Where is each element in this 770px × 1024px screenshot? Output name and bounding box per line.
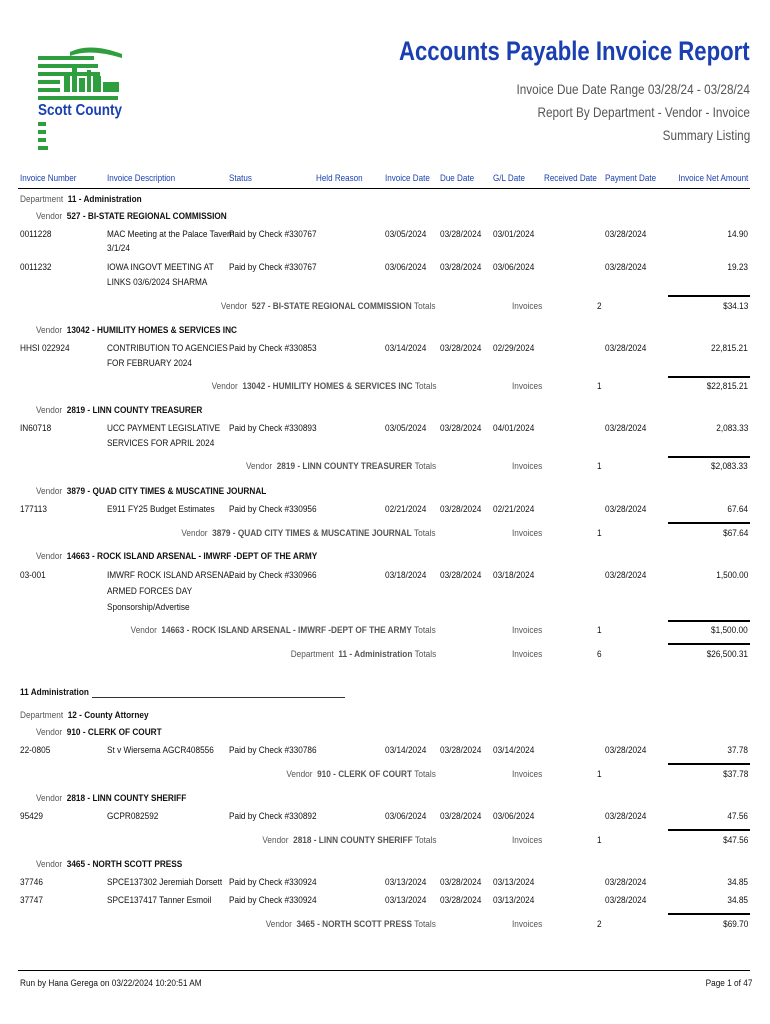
invoice-number: 22-0805: [20, 745, 51, 756]
invoice-date: 03/06/2024: [385, 262, 427, 273]
vendor-heading: Vendor 910 - CLERK OF COURT: [36, 727, 162, 738]
invoice-amount: 2,083.33: [715, 423, 748, 434]
invoice-description: CONTRIBUTION TO AGENCIES: [107, 343, 228, 354]
vendor-total-label: Vendor 13042 - HUMILITY HOMES & SERVICES INC Totals: [211, 381, 436, 392]
gl-date: 02/29/2024: [493, 343, 535, 354]
gl-date: 04/01/2024: [493, 423, 535, 434]
due-date: 03/28/2024: [440, 811, 482, 822]
invoice-date: 02/21/2024: [385, 504, 427, 515]
col-status: Status: [229, 172, 252, 183]
invoice-status: Paid by Check #330924: [229, 895, 317, 906]
col-due-date: Due Date: [440, 172, 475, 183]
vendor-total-amount: $34.13: [722, 301, 748, 312]
col-invoice-date: Invoice Date: [385, 172, 430, 183]
invoice-description-line2: ARMED FORCES DAY: [107, 586, 193, 597]
gl-date: 03/14/2024: [493, 745, 535, 756]
invoice-amount: 47.56: [727, 811, 748, 822]
payment-date: 03/28/2024: [605, 343, 647, 354]
invoice-status: Paid by Check #330893: [229, 423, 317, 434]
department-heading: Department 12 - County Attorney: [20, 710, 149, 721]
report-subtitle-grouping: Report By Department - Vendor - Invoice: [537, 104, 750, 120]
invoice-status: Paid by Check #330924: [229, 877, 317, 888]
invoice-amount: 22,815.21: [711, 343, 748, 354]
due-date: 03/28/2024: [440, 570, 482, 581]
invoice-number: 37746: [20, 877, 43, 888]
gl-date: 03/18/2024: [493, 570, 535, 581]
invoice-description: IOWA INGOVT MEETING AT: [107, 262, 214, 273]
invoice-date: 03/14/2024: [385, 343, 427, 354]
invoices-label: Invoices: [512, 625, 543, 636]
invoice-count: 1: [597, 528, 602, 539]
vendor-heading: Vendor 2818 - LINN COUNTY SHERIFF: [36, 793, 187, 804]
invoice-count: 1: [597, 769, 602, 780]
logo-text: Scott County: [38, 102, 123, 119]
invoice-date: 03/05/2024: [385, 229, 427, 240]
invoices-label: Invoices: [512, 381, 543, 392]
vendor-total-amount: $67.64: [722, 528, 748, 539]
invoice-amount: 67.64: [727, 504, 748, 515]
total-rule: [668, 522, 750, 524]
invoice-date: 03/05/2024: [385, 423, 427, 434]
invoice-date: 03/18/2024: [385, 570, 427, 581]
invoices-label: Invoices: [512, 528, 543, 539]
gl-date: 03/01/2024: [493, 229, 535, 240]
invoice-status: Paid by Check #330956: [229, 504, 317, 515]
invoice-description: GCPR082592: [107, 811, 159, 822]
invoice-description-line3: Sponsorship/Advertise: [107, 602, 190, 613]
invoices-label: Invoices: [512, 769, 543, 780]
vendor-total-label: Vendor 527 - BI-STATE REGIONAL COMMISSION Totals: [221, 301, 436, 312]
vendor-heading: Vendor 3465 - NORTH SCOTT PRESS: [36, 859, 183, 870]
vendor-total-label: Vendor 910 - CLERK OF COURT Totals: [286, 769, 436, 780]
invoice-amount: 19.23: [727, 262, 748, 273]
total-rule: [668, 456, 750, 458]
invoice-status: Paid by Check #330786: [229, 745, 317, 756]
payment-date: 03/28/2024: [605, 745, 647, 756]
invoice-date: 03/14/2024: [385, 745, 427, 756]
section-underline: [92, 697, 345, 698]
gl-date: 02/21/2024: [493, 504, 535, 515]
invoice-amount: 37.78: [727, 745, 748, 756]
invoice-description-line2: SERVICES FOR APRIL 2024: [107, 438, 215, 449]
invoices-label: Invoices: [512, 649, 543, 660]
report-title: Accounts Payable Invoice Report: [399, 36, 750, 66]
invoice-number: 0011228: [20, 229, 52, 240]
invoice-description-line2: FOR FEBRUARY 2024: [107, 358, 192, 369]
payment-date: 03/28/2024: [605, 423, 647, 434]
invoices-label: Invoices: [512, 301, 543, 312]
invoice-count: 2: [597, 919, 602, 930]
payment-date: 03/28/2024: [605, 262, 647, 273]
due-date: 03/28/2024: [440, 504, 482, 515]
section-heading: 11 Administration: [20, 687, 89, 698]
due-date: 03/28/2024: [440, 262, 482, 273]
header-rule: [18, 188, 750, 189]
payment-date: 03/28/2024: [605, 811, 647, 822]
invoice-number: IN60718: [20, 423, 52, 434]
invoice-amount: 1,500.00: [715, 570, 748, 581]
invoice-amount: 34.85: [727, 877, 748, 888]
vendor-total-amount: $1,500.00: [711, 625, 748, 636]
invoice-description: St v Wiersema AGCR408556: [107, 745, 214, 756]
department-total-label: Department 11 - Administration Totals: [290, 649, 436, 660]
invoice-description-line2: 3/1/24: [107, 243, 130, 254]
col-payment-date: Payment Date: [605, 172, 657, 183]
vendor-total-label: Vendor 14663 - ROCK ISLAND ARSENAL - IMWRF -DEPT OF THE ARMY Totals: [130, 625, 436, 636]
due-date: 03/28/2024: [440, 745, 482, 756]
department-heading: Department 11 - Administration: [20, 194, 142, 205]
col-held-reason: Held Reason: [316, 172, 363, 183]
vendor-heading: Vendor 527 - BI-STATE REGIONAL COMMISSION: [36, 211, 227, 222]
due-date: 03/28/2024: [440, 229, 482, 240]
gl-date: 03/13/2024: [493, 877, 535, 888]
col-invoice-description: Invoice Description: [107, 172, 176, 183]
total-rule: [668, 913, 750, 915]
invoice-number: 0011232: [20, 262, 52, 273]
invoice-count: 1: [597, 625, 602, 636]
vendor-total-amount: $47.56: [722, 835, 748, 846]
vendor-total-label: Vendor 2818 - LINN COUNTY SHERIFF Totals: [261, 835, 436, 846]
invoice-count: 1: [597, 461, 602, 472]
vendor-total-amount: $69.70: [722, 919, 748, 930]
due-date: 03/28/2024: [440, 877, 482, 888]
total-rule: [668, 295, 750, 297]
invoice-number: 03-001: [20, 570, 46, 581]
invoice-status: Paid by Check #330892: [229, 811, 317, 822]
invoice-count: 2: [597, 301, 602, 312]
payment-date: 03/28/2024: [605, 570, 647, 581]
footer-rule: [18, 970, 750, 971]
invoice-description: UCC PAYMENT LEGISLATIVE: [107, 423, 221, 434]
invoice-description: SPCE137417 Tanner Esmoil: [107, 895, 212, 906]
invoice-count: 1: [597, 835, 602, 846]
invoice-status: Paid by Check #330853: [229, 343, 317, 354]
total-rule: [668, 376, 750, 378]
invoice-date: 03/06/2024: [385, 811, 427, 822]
col-gl-date: G/L Date: [493, 172, 525, 183]
invoice-status: Paid by Check #330966: [229, 570, 317, 581]
invoice-number: 177113: [20, 504, 47, 515]
invoice-date: 03/13/2024: [385, 877, 427, 888]
due-date: 03/28/2024: [440, 343, 482, 354]
run-by-text: Run by Hana Gerega on 03/22/2024 10:20:51 AM: [20, 978, 202, 989]
invoice-number: 95429: [20, 811, 43, 822]
report-subtitle-date-range: Invoice Due Date Range 03/28/24 - 03/28/24: [516, 81, 750, 97]
vendor-heading: Vendor 2819 - LINN COUNTY TREASURER: [36, 405, 203, 416]
gl-date: 03/06/2024: [493, 811, 535, 822]
col-invoice-number: Invoice Number: [20, 172, 77, 183]
invoice-status: Paid by Check #330767: [229, 262, 317, 273]
vendor-heading: Vendor 13042 - HUMILITY HOMES & SERVICES INC: [36, 325, 238, 336]
report-subtitle-listing: Summary Listing: [662, 127, 750, 143]
gl-date: 03/06/2024: [493, 262, 535, 273]
vendor-heading: Vendor 3879 - QUAD CITY TIMES & MUSCATINE JOURNAL: [36, 486, 267, 497]
invoice-date: 03/13/2024: [385, 895, 427, 906]
department-invoice-count: 6: [597, 649, 602, 660]
total-rule: [668, 829, 750, 831]
vendor-total-amount: $22,815.21: [706, 381, 748, 392]
invoices-label: Invoices: [512, 919, 543, 930]
payment-date: 03/28/2024: [605, 895, 647, 906]
due-date: 03/28/2024: [440, 895, 482, 906]
invoice-number: HHSI 022924: [20, 343, 70, 354]
total-rule: [668, 620, 750, 622]
col-invoice-net-amount: Invoice Net Amount: [678, 172, 748, 183]
invoice-description: SPCE137302 Jeremiah Dorsett: [107, 877, 223, 888]
invoice-amount: 34.85: [727, 895, 748, 906]
invoice-description: E911 FY25 Budget Estimates: [107, 504, 215, 515]
invoice-count: 1: [597, 381, 602, 392]
gl-date: 03/13/2024: [493, 895, 535, 906]
vendor-total-label: Vendor 2819 - LINN COUNTY TREASURER Totals: [245, 461, 436, 472]
invoice-amount: 14.90: [727, 229, 748, 240]
invoice-status: Paid by Check #330767: [229, 229, 317, 240]
department-total-amount: $26,500.31: [706, 649, 748, 660]
col-received-date: Received Date: [544, 172, 597, 183]
payment-date: 03/28/2024: [605, 877, 647, 888]
vendor-total-amount: $2,083.33: [711, 461, 748, 472]
department-total-rule: [668, 643, 750, 645]
vendor-total-label: Vendor 3465 - NORTH SCOTT PRESS Totals: [265, 919, 436, 930]
payment-date: 03/28/2024: [605, 229, 647, 240]
due-date: 03/28/2024: [440, 423, 482, 434]
invoices-label: Invoices: [512, 835, 543, 846]
invoice-description: IMWRF ROCK ISLAND ARSENAL: [107, 570, 234, 581]
invoices-label: Invoices: [512, 461, 543, 472]
vendor-total-label: Vendor 3879 - QUAD CITY TIMES & MUSCATINE JOURNAL Totals: [181, 528, 436, 539]
invoice-number: 37747: [20, 895, 43, 906]
page-number: Page 1 of 47: [705, 978, 752, 989]
vendor-total-amount: $37.78: [722, 769, 748, 780]
vendor-heading: Vendor 14663 - ROCK ISLAND ARSENAL - IMWRF -DEPT OF THE ARMY: [36, 551, 318, 562]
invoice-description-line2: LINKS 03/6/2024 SHARMA: [107, 277, 208, 288]
scott-county-logo: [30, 42, 130, 154]
payment-date: 03/28/2024: [605, 504, 647, 515]
total-rule: [668, 763, 750, 765]
invoice-description: MAC Meeting at the Palace Tavern: [107, 229, 235, 240]
